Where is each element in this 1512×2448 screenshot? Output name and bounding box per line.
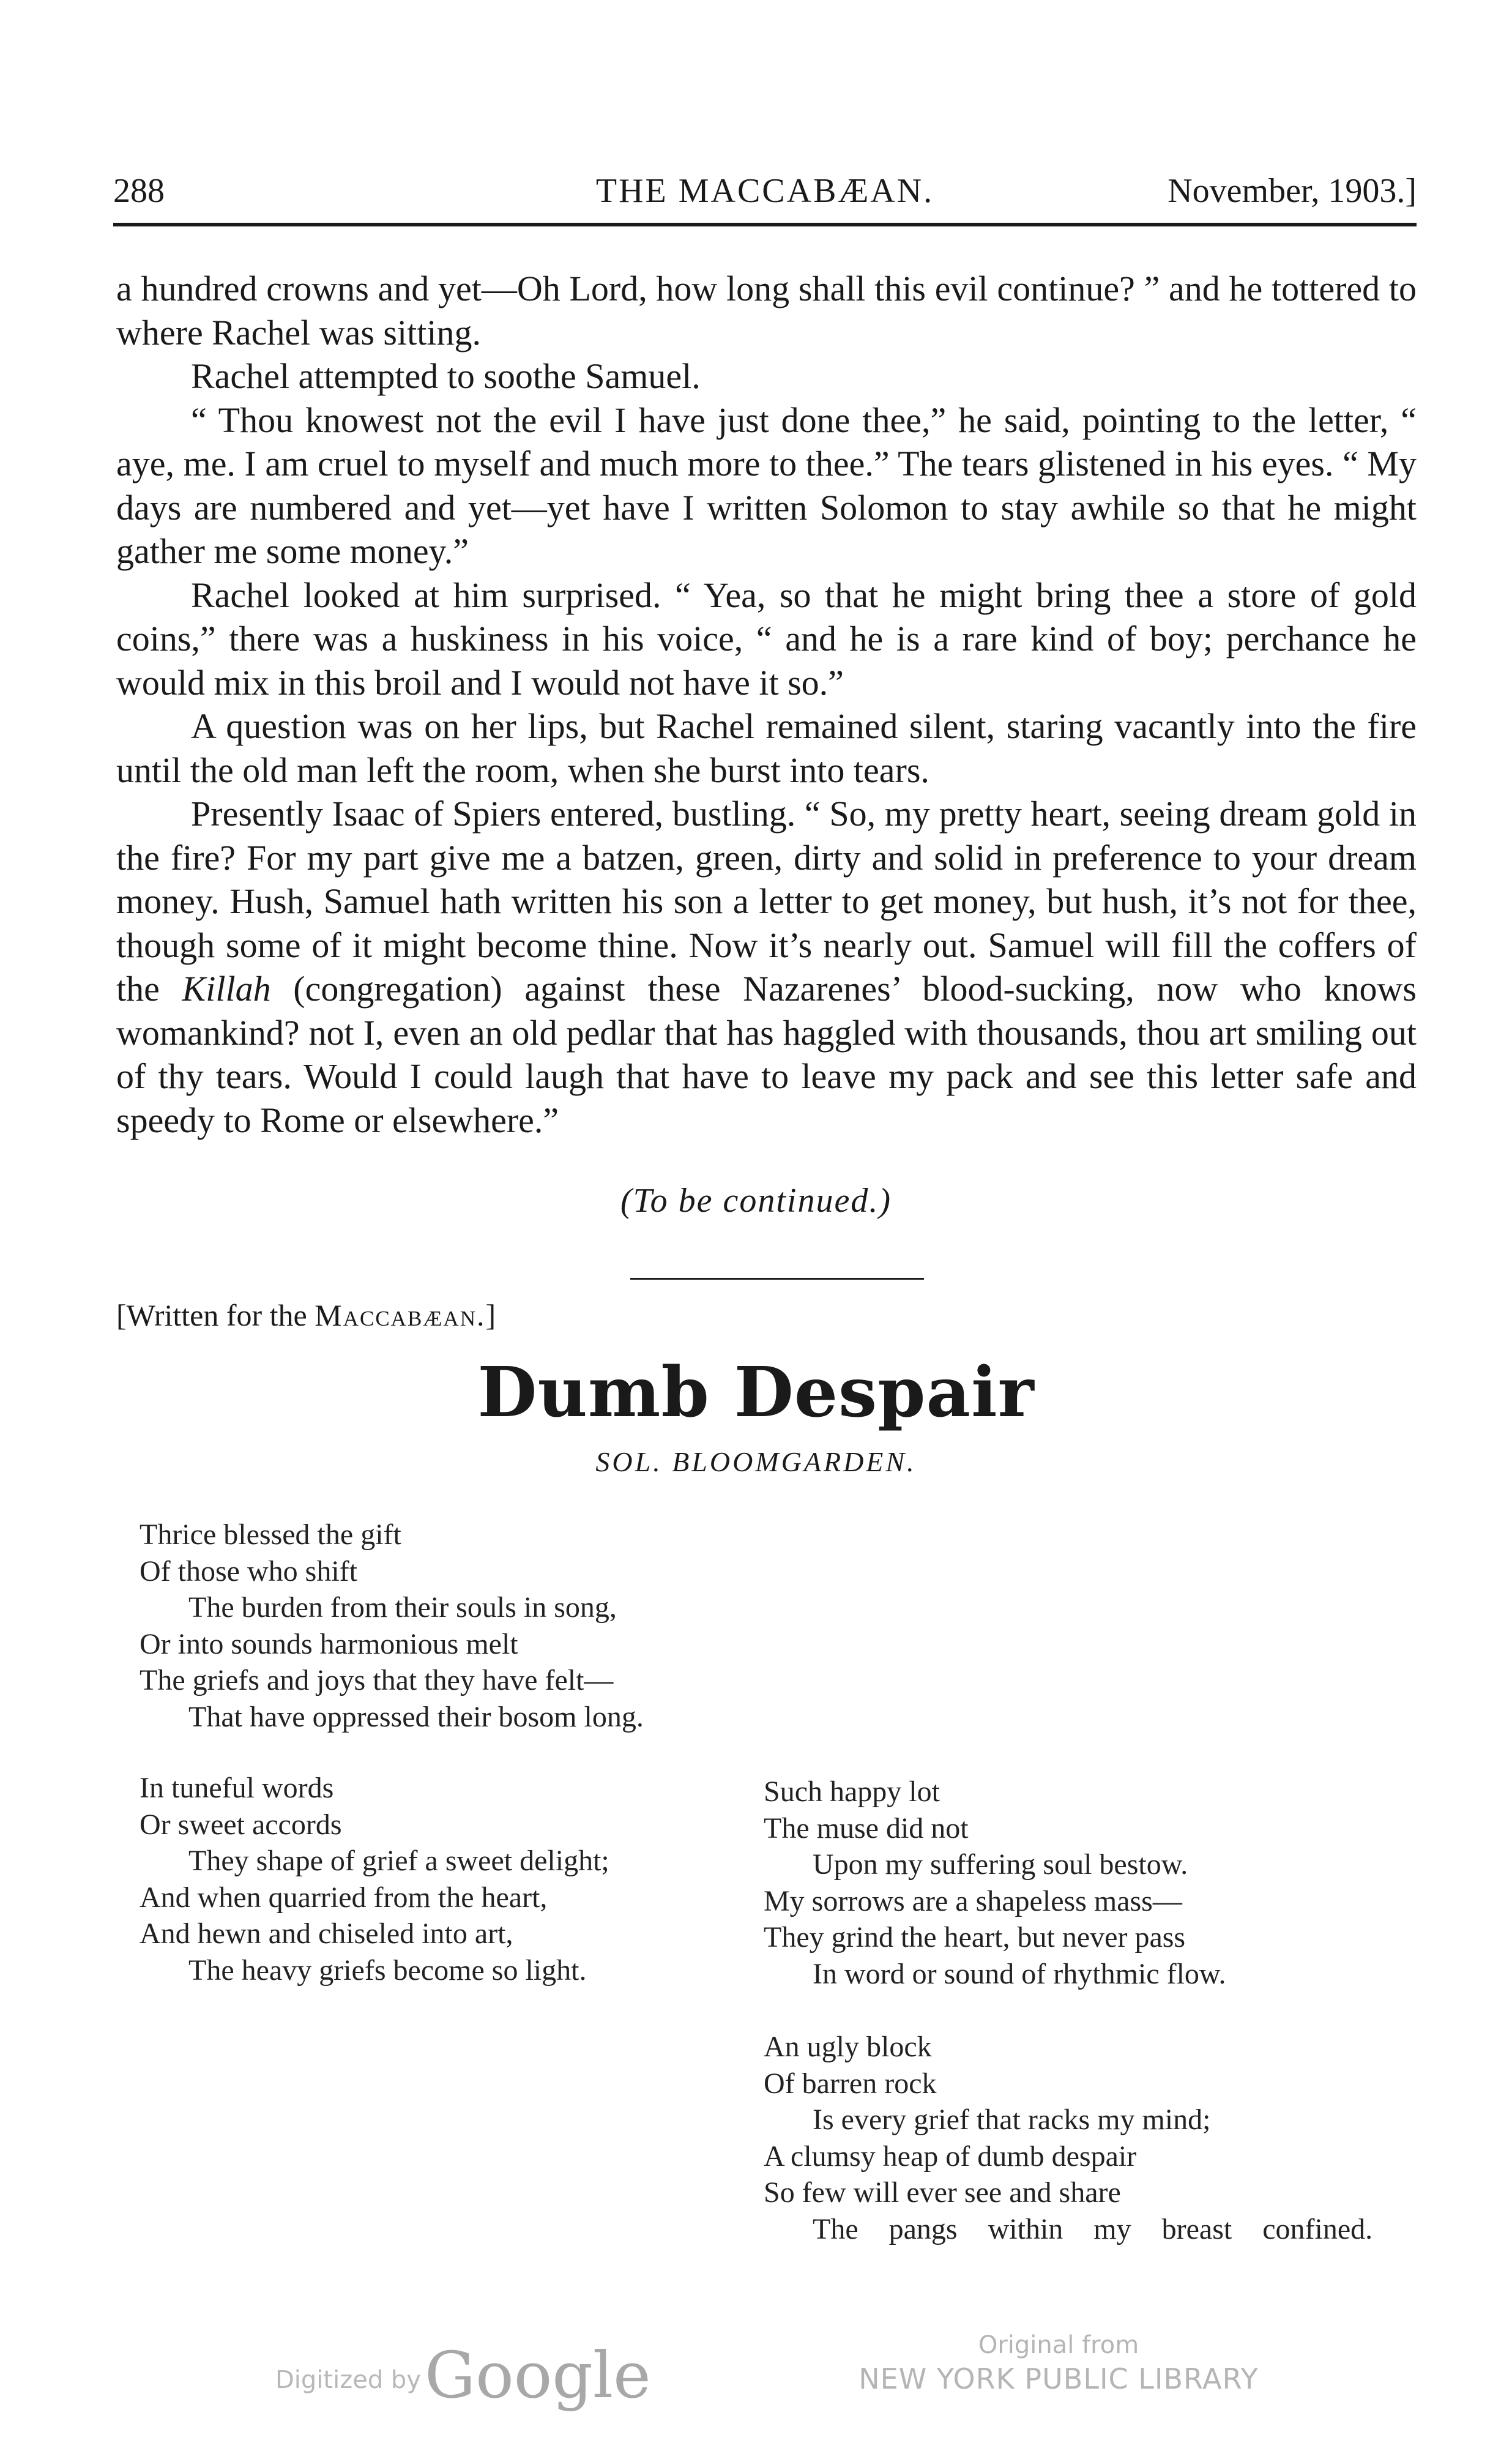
section-divider [630,1278,924,1280]
poem-line: They shape of grief a sweet delight; [188,1845,609,1877]
poem-line: The pangs within my breast confined. [813,2212,1373,2245]
poem-stanza [764,2029,1372,2247]
poem-line: Or into sounds harmonious melt [140,1627,518,1660]
poem-line: Such happy lot [764,1775,940,1808]
poem-line: That have oppressed their bosom long. [188,1700,644,1733]
italic-word: Killah [182,969,271,1009]
story-paragraph: a hundred crowns and yet—Oh Lord, how long shall this evil continue? ” and he tottered to where Rachel was sitting. [116,269,1417,353]
header-rule [113,223,1417,226]
story-paragraph [116,792,1417,1142]
poem-line: The griefs and joys that they have felt— [140,1664,614,1696]
google-logo: Google [425,2338,651,2413]
story-paragraph: “ Thou knowest not the evil I have just done thee,” he said, pointing to the letter, “ aye, me. I am cruel to myself and much more to thee.” The tears glistened in his eyes. “ My days are numbered and yet—yet have I written Solomon to stay awhile so that he might gather me some money.” [116,400,1417,571]
poem-line: The heavy griefs become so light. [188,1954,587,1987]
poem-line: Upon my suffering soul bestow. [813,1848,1188,1881]
poem-line: They grind the heart, but never pass [764,1921,1186,1954]
poem-line: In tuneful words [140,1772,334,1804]
poem-line: And hewn and chiseled into art, [140,1917,513,1950]
written-for-prefix: [Written for the [116,1298,307,1332]
library-name: NEW YORK PUBLIC LIBRARY [858,2362,1259,2395]
written-for-note [116,1297,497,1333]
poem-author: SOL. BLOOMGARDEN. [595,1446,917,1477]
digitized-by-label: Digitized by [275,2366,421,2394]
written-for-name: Maccabæan.] [315,1298,497,1332]
original-from-label: Original from [978,2331,1139,2359]
journal-title: THE MACCABÆAN. [595,172,934,210]
poem-stanza [140,1770,609,1988]
poem-title: Dumb Despair [477,1353,1035,1433]
poem-line: My sorrows are a shapeless mass— [764,1884,1182,1917]
story-paragraph: Rachel attempted to soothe Samuel. [191,356,701,396]
story-text-run: Presently Isaac of Spiers entered, bustling. “ So, my pretty heart, seeing dream gold in the fire? For my part give me a batzen, green, dirty and solid in preference to your dream money. Hush, Samuel hath written his son a letter to get money, but hush, it’s not for thee, though some of it might become thine. Now it’s nearly out. Samuel will fill the coffers of the [116,794,1417,1009]
poem-stanza [140,1517,644,1735]
poem-line: Of barren rock [764,2067,937,2100]
to-be-continued: (To be continued.) [620,1182,892,1220]
running-header [113,165,1417,214]
poem-line: Thrice blessed the gift [140,1518,401,1551]
story-paragraph: A question was on her lips, but Rachel remained silent, staring vacantly into the fire until the old man left the room, when she burst into tears. [116,706,1417,790]
story-text-run: (congregation) against these Nazarenes’ blood-sucking, now who knows womankind? not I, even an old pedlar that has haggled with thousands, thou art smiling out of thy tears. Would I could laugh that have to leave my pack and see this letter safe and speedy to Rome or elsewhere.” [116,969,1417,1140]
poem-line: Of those who shift [140,1554,357,1588]
poem-line: In word or sound of rhythmic flow. [813,1957,1226,1990]
poem-line: Or sweet accords [140,1808,342,1841]
poem-line: The burden from their souls in song, [188,1591,617,1624]
story-text [116,267,1417,1142]
poem-line: A clumsy heap of dumb despair [764,2140,1137,2173]
poem-line: Is every grief that racks my mind; [813,2103,1211,2136]
poem-line: An ugly block [764,2031,932,2063]
poem-line: The muse did not [764,1812,969,1845]
story-paragraph: Rachel looked at him surprised. “ Yea, so that he might bring thee a store of gold coins,” there was a huskiness in his voice, “ and he is a rare kind of boy; perchance he would mix in this broil and I would not have it so.” [116,575,1417,703]
poem-line: And when quarried from the heart, [140,1881,548,1914]
poem-stanza [764,1774,1226,1992]
page-number: 288 [113,172,165,210]
poem-line: So few will ever see and share [764,2176,1121,2209]
issue-date: November, 1903.] [1168,172,1417,210]
library-watermark [857,2329,1261,2397]
